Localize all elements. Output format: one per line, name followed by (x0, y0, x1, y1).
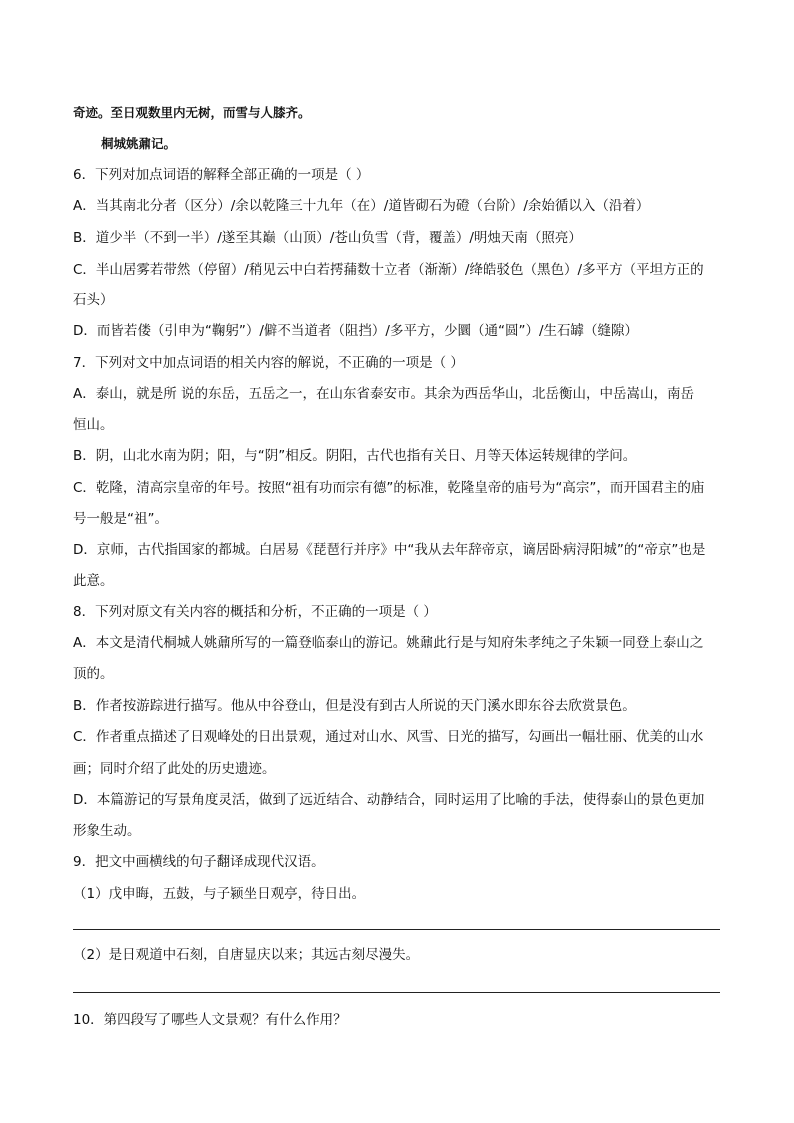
question-7-option-c-cont: 号一般是“祖”。 (73, 511, 168, 527)
question-9-sub-2: （2）是日观道中石刻，自唐显庆以来；其远古刻尽漫失。 (73, 947, 420, 963)
question-8-option-d: D．本篇游记的写景角度灵活，做到了远近结合、动静结合，同时运用了比喻的手法，使得泰山的景色更加 (73, 792, 705, 808)
question-9-stem: 9．把文中画横线的句子翻译成现代汉语。 (73, 854, 325, 870)
question-7-option-d: D．京师，古代指国家的都城。白居易《琵琶行并序》中“我从去年辞帝京，谪居卧病浔阳城”的“帝京”也是 (73, 542, 706, 558)
question-8-option-c: C．作者重点描述了日观峰处的日出景观，通过对山水、风雪、日光的描写，勾画出一幅壮丽、优美的山水 (73, 729, 704, 745)
question-6-option-c: C．半山居雾若带然（停留）/稍见云中白若摴蒱数十立者（渐渐）/绛皓驳色（黑色）/多平方（平坦方正的 (73, 262, 704, 278)
question-6-option-c-cont: 石头） (73, 292, 114, 308)
question-8-stem: 8．下列对原文有关内容的概括和分析，不正确的一项是（ ） (73, 604, 437, 620)
question-7-option-b: B．阴，山北水南为阴；阳，与“阴”相反。阴阳，古代也指有关日、月等天体运转规律的学问。 (73, 448, 637, 464)
question-6-option-a: A．当其南北分者（区分）/余以乾隆三十九年（在）/道皆砌石为磴（台阶）/余始循以入（沿着） (73, 198, 650, 214)
question-10-stem: 10．第四段写了哪些人文景观？有什么作用？ (73, 1012, 347, 1028)
question-7-option-a: A．泰山，就是所 说的东岳，五岳之一，在山东省泰安市。其余为西岳华山，北岳衡山，中岳嵩山，南岳 (73, 386, 695, 402)
question-6-stem: 6．下列对加点词语的解释全部正确的一项是（ ） (73, 167, 370, 183)
question-7-stem: 7．下列对文中加点词语的相关内容的解说，不正确的一项是（ ） (73, 355, 464, 371)
question-8-option-b: B．作者按游踪进行描写。他从中谷登山，但是没有到古人所说的天门溪水即东谷去欣赏景色。 (73, 698, 636, 714)
passage-line: 奇迹。至日观数里内无树，而雪与人膝齐。 (73, 105, 311, 120)
question-8-option-a: A．本文是清代桐城人姚鼐所写的一篇登临泰山的游记。姚鼐此行是与知府朱孝纯之子朱颖一同登上泰山之 (73, 635, 704, 651)
question-8-option-d-cont: 形象生动。 (73, 823, 141, 839)
question-8-option-c-cont: 画；同时介绍了此处的历史遗迹。 (73, 761, 276, 777)
question-6-option-b: B．道少半（不到一半）/遂至其巅（山顶）/苍山负雪（背，覆盖）/明烛天南（照亮） (73, 230, 582, 246)
question-8-option-a-cont: 顶的。 (73, 666, 114, 682)
question-7-option-d-cont: 此意。 (73, 573, 114, 589)
question-7-option-a-cont: 恒山。 (73, 417, 114, 433)
question-6-option-d: D．而皆若偻（引申为“鞠躬”）/僻不当道者（阻挡）/多平方，少圜（通“圆”）/生石罅（缝隙） (73, 323, 639, 339)
question-9-sub-1: （1）戊申晦，五鼓，与子颍坐日观亭，待日出。 (73, 886, 366, 902)
passage-author: 桐城姚鼐记。 (101, 136, 177, 151)
answer-line-2[interactable] (73, 992, 720, 993)
question-7-option-c: C．乾隆，清高宗皇帝的年号。按照“祖有功而宗有德”的标准，乾隆皇帝的庙号为“高宗”，而开国君主的庙 (73, 480, 705, 496)
answer-line-1[interactable] (73, 929, 720, 930)
